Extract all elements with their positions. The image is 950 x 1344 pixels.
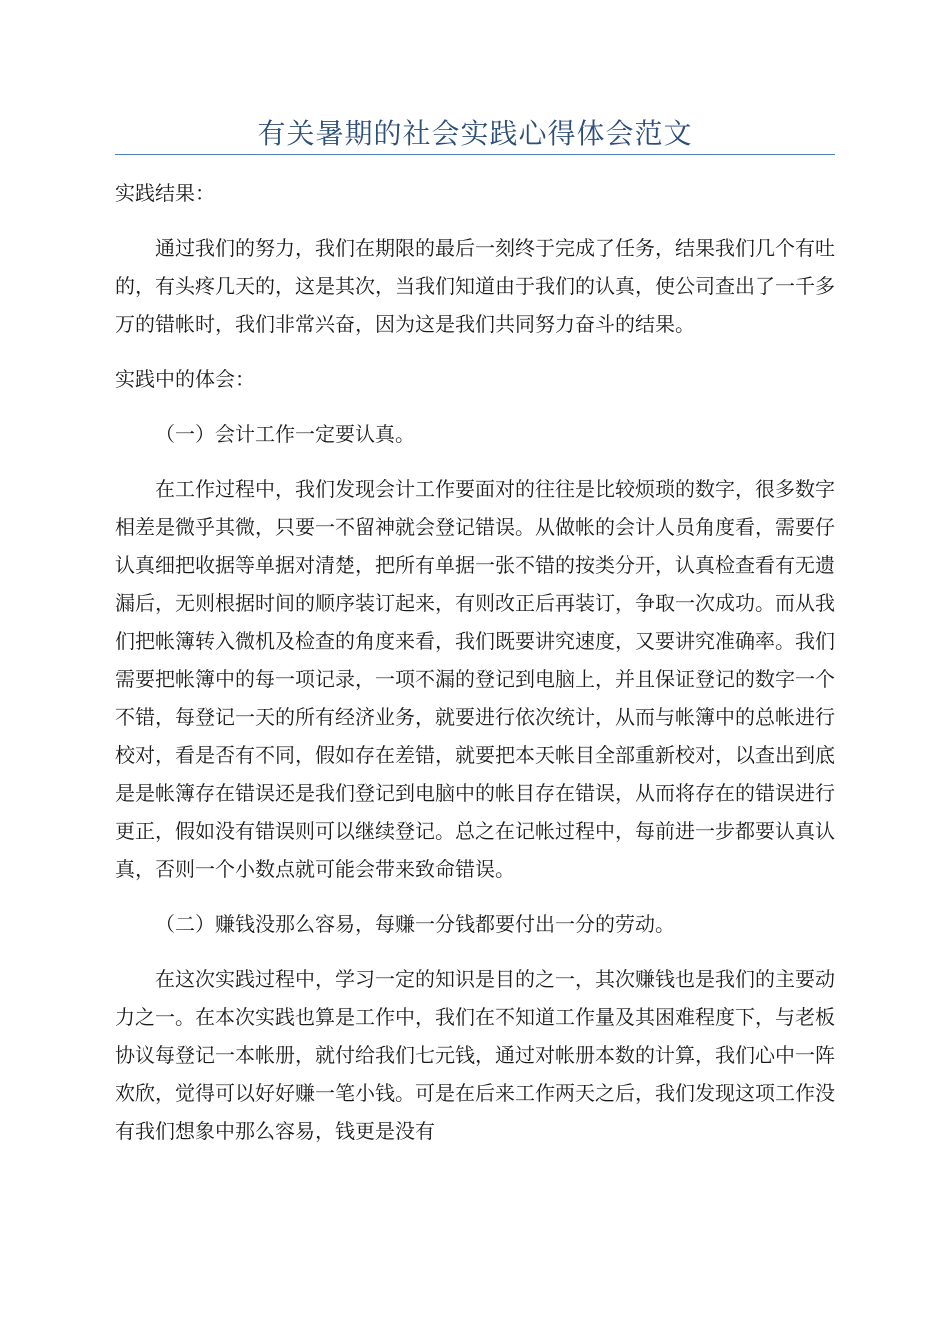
subheading-earning: （二）赚钱没那么容易，每赚一分钱都要付出一分的劳动。 (155, 912, 675, 936)
document-body (115, 174, 835, 1167)
paragraph-accounting: 在工作过程中，我们发现会计工作要面对的往往是比较烦琐的数字，很多数字相差是微乎其微，只要一不留神就会登记错误。从做帐的会计人员角度看，需要仔认真细把收据等单据对清楚，把所有单据一张不错的按类分开，认真检查看有无遗漏后，无则根据时间的顺序装订起来，有则改正后再装订，争取一次成功。而从我们把帐簿转入微机及检查的角度来看，我们既要讲究速度，又要讲究准确率。我们需要把帐簿中的每一项记录，一项不漏的登记到电脑上，并且保证登记的数字一个不错，每登记一天的所有经济业务，就要进行依次统计，从而与帐簿中的总帐进行校对，看是否有不同，假如存在差错，就要把本天帐目全部重新校对，以查出到底是是帐簿存在错误还是我们登记到电脑中的帐目存在错误，从而将存在的错误进行更正，假如没有错误则可以继续登记。总之在记帐过程中，每前进一步都要认真认真，否则一个小数点就可能会带来致命错误。 (115, 477, 835, 881)
section-heading-results: 实践结果： (115, 181, 215, 205)
paragraph-results: 通过我们的努力，我们在期限的最后一刻终于完成了任务，结果我们几个有吐的，有头疼几天的，这是其次，当我们知道由于我们的认真，使公司查出了一千多万的错帐时，我们非常兴奋，因为这是我们共同努力奋斗的结果。 (115, 236, 835, 336)
title-underline (115, 154, 835, 155)
subheading-accounting: （一）会计工作一定要认真。 (155, 422, 415, 446)
section-heading-experience: 实践中的体会： (115, 367, 255, 391)
paragraph-earning: 在这次实践过程中，学习一定的知识是目的之一，其次赚钱也是我们的主要动力之一。在本次实践也算是工作中，我们在不知道工作量及其困难程度下，与老板协议每登记一本帐册，就付给我们七元钱，通过对帐册本数的计算，我们心中一阵欢欣，觉得可以好好赚一笔小钱。可是在后来工作两天之后，我们发现这项工作没有我们想象中那么容易，钱更是没有 (115, 967, 835, 1143)
document-title: 有关暑期的社会实践心得体会范文 (257, 117, 693, 150)
